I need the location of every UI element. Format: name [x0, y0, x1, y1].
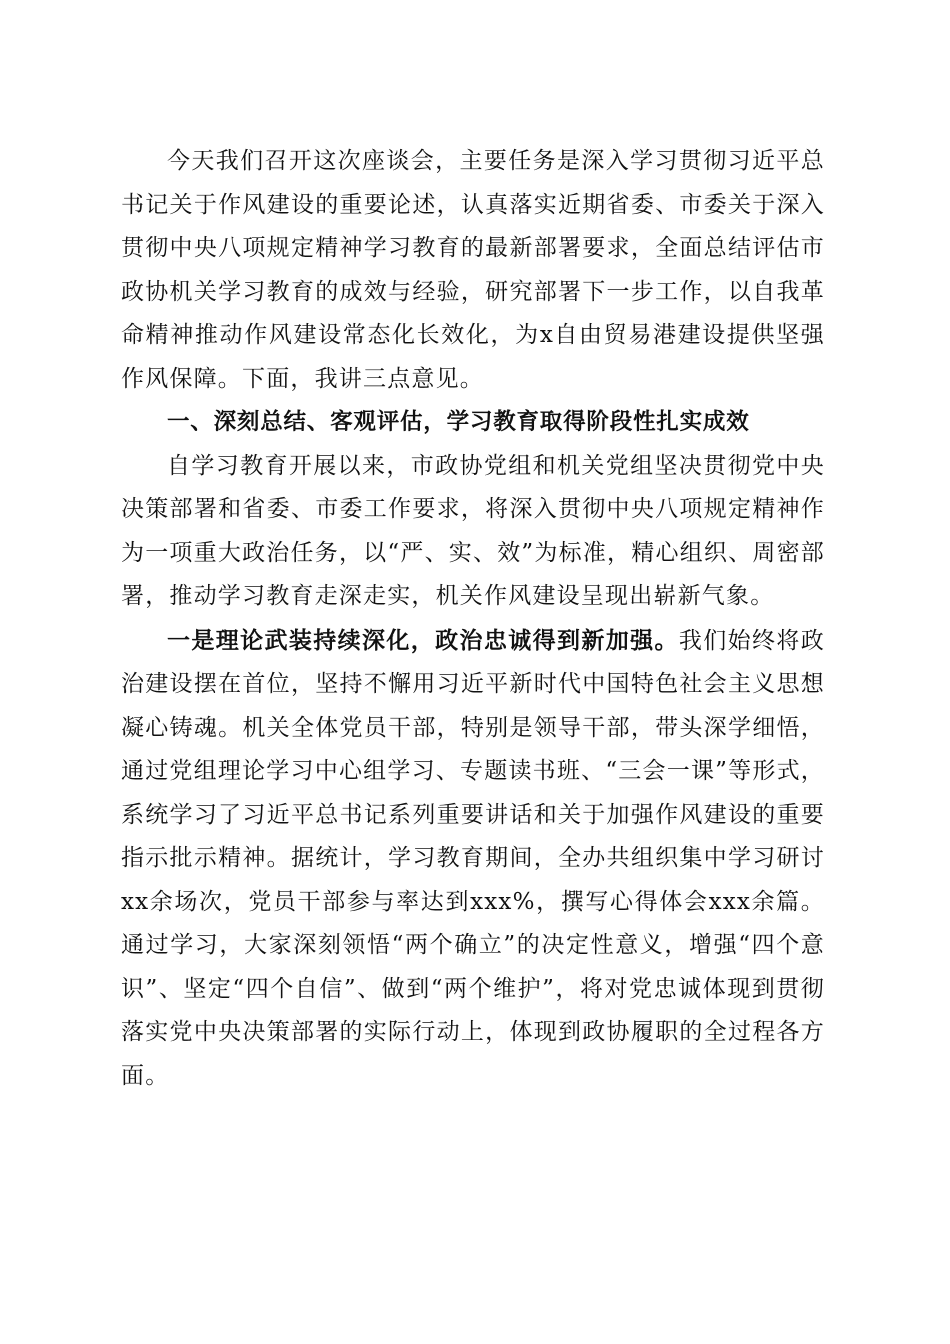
- document-body: [121, 140, 825, 1098]
- point-one-lead: 一是理论武装持续深化，政治忠诚得到新加强。: [167, 626, 679, 654]
- intro-paragraph: 今天我们召开这次座谈会，主要任务是深入学习贯彻习近平总书记关于作风建设的重要论述，认真落实近期省委、市委关于深入贯彻中央八项规定精神学习教育的最新部署要求，全面总结评估市政协机关学习教育的成效与经验，研究部署下一步工作，以自我革命精神推动作风建设常态化长效化，为x自由贸易港建设提供坚强作风保障。下面，我讲三点意见。: [121, 148, 825, 392]
- section-heading: 一、深刻总结、客观评估，学习教育取得阶段性扎实成效: [167, 409, 750, 435]
- section-intro-paragraph: 自学习教育开展以来，市政协党组和机关党组坚决贯彻党中央决策部署和省委、市委工作要求，将深入贯彻中央八项规定精神作为一项重大政治任务，以“严、实、效”为标准，精心组织、周密部署，推动学习教育走深走实，机关作风建设呈现出崭新气象。: [121, 452, 825, 609]
- point-one-body: 我们始终将政治建设摆在首位，坚持不懈用习近平新时代中国特色社会主义思想凝心铸魂。机关全体党员干部，特别是领导干部，带头深学细悟，通过党组理论学习中心组学习、专题读书班、“三会一课”等形式，系统学习了习近平总书记系列重要讲话和关于加强作风建设的重要指示批示精神。据统计，学习教育期间，全办共组织集中学习研讨xx余场次，党员干部参与率达到xxx%，撰写心得体会xxx余篇。通过学习，大家深刻领悟“两个确立”的决定性意义，增强“四个意识”、坚定“四个自信”、做到“两个维护”，将对党忠诚体现到贯彻落实党中央决策部署的实际行动上，体现到政协履职的全过程各方面。: [121, 627, 826, 1089]
- point-one-paragraph: [121, 619, 825, 1099]
